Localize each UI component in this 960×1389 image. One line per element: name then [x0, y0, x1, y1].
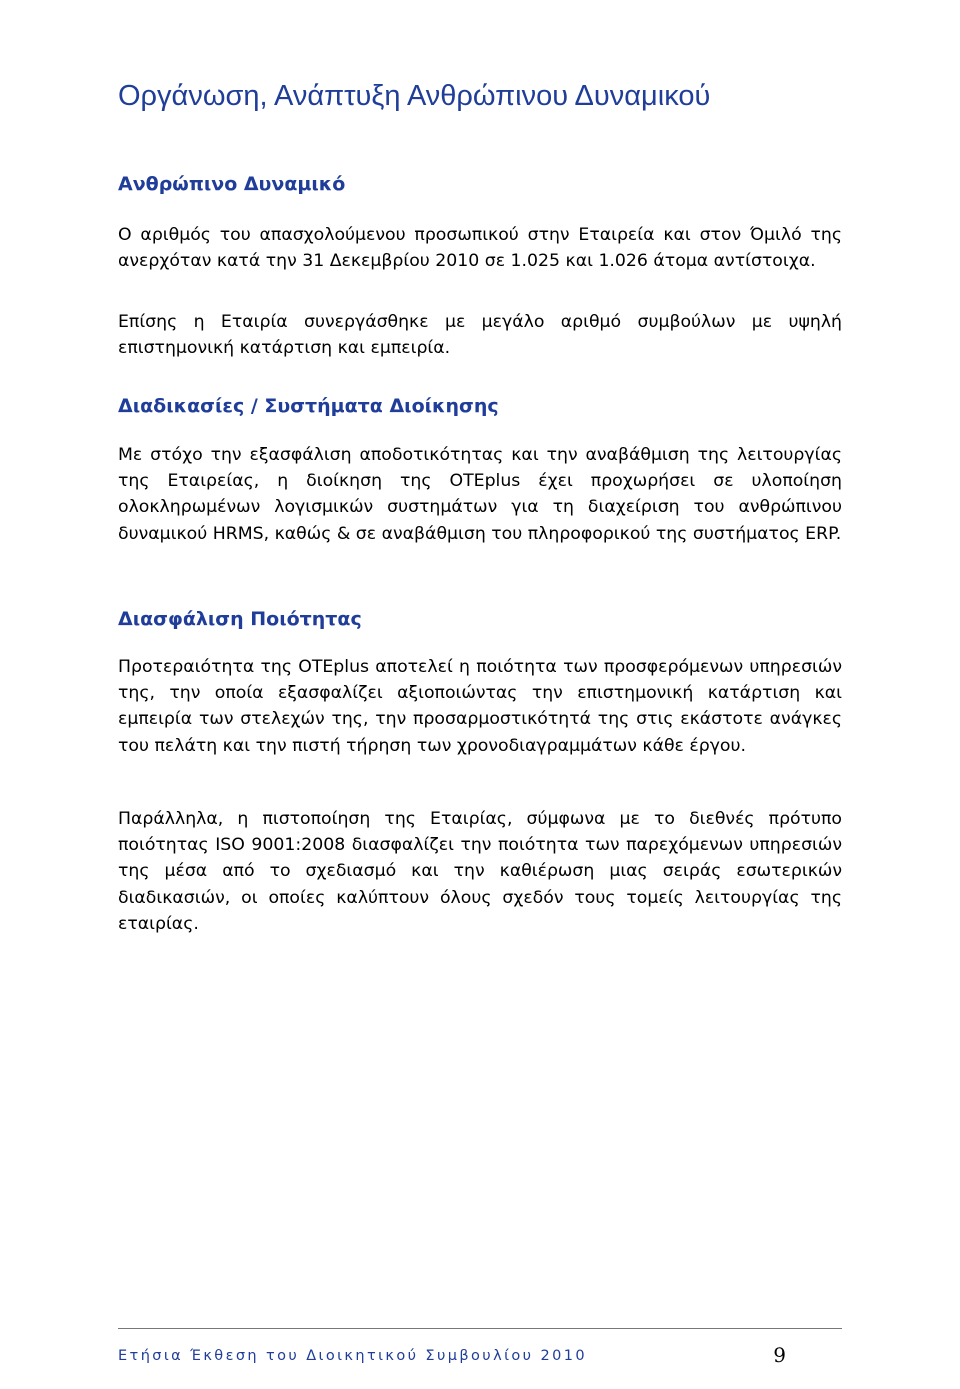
section-heading-quality-assurance: Διασφάλιση Ποιότητας — [118, 608, 362, 630]
paragraph-quality-priority: Προτεραιότητα της OTEplus αποτελεί η ποιότητα των προσφερόμενων υπηρεσιών της, την οποία εξασφαλίζει αξιοποιώντας την επιστημονική κατάρτιση και εμπειρία των στελεχών της, την προσαρμοστικότητά της στις εκάστοτε ανάγκες του πελάτη και την πιστή τήρηση των χρονοδιαγραμμάτων κάθε έργου. — [118, 657, 842, 756]
page-title: Οργάνωση, Ανάπτυξη Ανθρώπινου Δυναμικού — [118, 80, 711, 112]
section-heading-management-systems: Διαδικασίες / Συστήματα Διοίκησης — [118, 395, 499, 417]
paragraph-consultants: Επίσης η Εταιρία συνεργάσθηκε με μεγάλο αριθμό συμβούλων με υψηλή επιστημονική κατάρτιση και εμπειρία. — [118, 312, 842, 359]
footer-divider — [118, 1328, 842, 1329]
page-number: 9 — [773, 1343, 786, 1367]
paragraph-iso-certification: Παράλληλα, η πιστοποίηση της Εταιρίας, σύμφωνα με το διεθνές πρότυπο ποιότητας ISO 9001:2008 διασφαλίζει την ποιότητα των παρεχόμενων υπηρεσιών της μέσα από το σχεδιασμό και την καθιέρωση μιας σειράς εσωτερικών διαδικασιών, οι οποίες καλύπτουν όλους σχεδόν τους τομείς λειτουργίας της εταιρίας. — [118, 809, 842, 934]
paragraph-staff-count: Ο αριθμός του απασχολούμενου προσωπικού στην Εταιρεία και στον Όμιλό της ανερχόταν κατά την 31 Δεκεμβρίου 2010 σε 1.025 και 1.026 άτομα αντίστοιχα. — [118, 225, 842, 272]
paragraph-management-systems: Με στόχο την εξασφάλιση αποδοτικότητας και την αναβάθμιση της λειτουργίας της Εταιρείας, η διοίκηση της OTEplus έχει προχωρήσει σε υλοποίηση ολοκληρωμένων λογισμικών συστημάτων για τη διαχείριση του ανθρώπινου δυναμικού HRMS, καθώς & σε αναβάθμιση του πληροφορικού της συστήματος ERP. — [118, 445, 842, 544]
footer-report-title: Ετήσια Έκθεση του Διοικητικού Συμβουλίου 2010 — [118, 1348, 587, 1364]
section-heading-human-resources: Ανθρώπινο Δυναμικό — [118, 173, 346, 195]
